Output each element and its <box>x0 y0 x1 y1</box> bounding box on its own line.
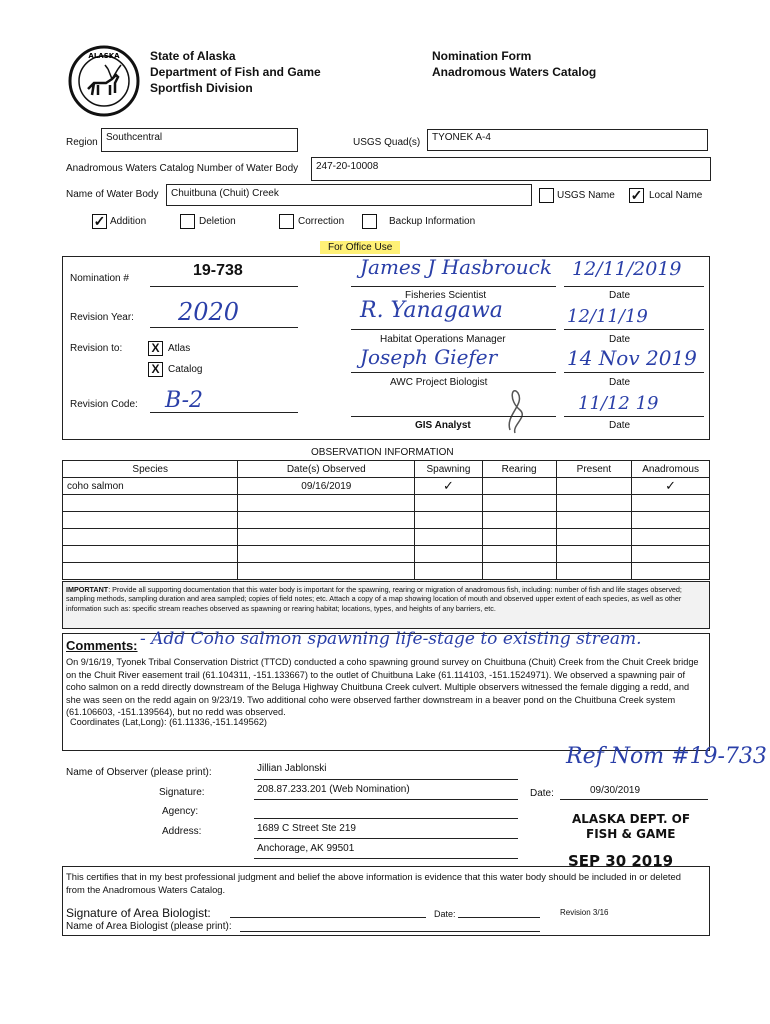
date-label-4: Date <box>609 420 631 431</box>
certification-text: This certifies that in my best professional judgment and belief the above information is evidence that this water body should be included in or deleted from the Anadromous Waters Catalog. <box>66 871 681 895</box>
region-label: Region <box>66 137 98 148</box>
revision-year-value: 2020 <box>178 298 240 326</box>
cell-dates[interactable] <box>238 529 415 546</box>
cell-spawning[interactable] <box>415 512 482 529</box>
revision-note: Revision 3/16 <box>560 908 609 917</box>
date-gis-analyst: 11/12 19 <box>578 393 659 414</box>
date-label-3: Date <box>609 377 631 388</box>
header-line-3: Sportfish Division <box>150 81 253 95</box>
stamp-date: SEP 30 2019 <box>568 852 674 870</box>
cell-rearing[interactable] <box>482 512 556 529</box>
atlas-label: Atlas <box>168 343 191 354</box>
revision-code-value: B-2 <box>165 388 204 413</box>
deletion-checkbox[interactable] <box>180 214 195 229</box>
table-row <box>63 529 710 546</box>
observer-agency-label: Agency: <box>162 806 199 817</box>
important-label: IMPORTANT <box>66 585 109 594</box>
title-awc-biologist: AWC Project Biologist <box>390 377 488 388</box>
cell-spawning[interactable] <box>415 529 482 546</box>
table-row <box>63 512 710 529</box>
received-stamp <box>572 812 690 842</box>
cell-species[interactable] <box>63 546 238 563</box>
observer-address-label: Address: <box>162 826 202 837</box>
col-anadromous: Anadromous <box>632 461 710 478</box>
header-line-2: Department of Fish and Game <box>150 65 321 79</box>
observer-date-value[interactable]: 09/30/2019 <box>590 785 641 796</box>
cell-species[interactable] <box>63 563 238 580</box>
catalog-label: Catalog <box>168 364 203 375</box>
table-row <box>63 495 710 512</box>
addition-checkbox[interactable]: ✓ <box>93 213 106 229</box>
cell-rearing[interactable] <box>482 495 556 512</box>
signature-fisheries-scientist: James J Hasbrouck <box>360 255 552 279</box>
cell-spawning[interactable] <box>415 546 482 563</box>
observer-address-line2[interactable]: Anchorage, AK 99501 <box>257 843 355 854</box>
correction-label: Correction <box>298 216 345 227</box>
cell-spawning[interactable] <box>415 563 482 580</box>
observer-address-line1[interactable]: 1689 C Street Ste 219 <box>257 823 356 834</box>
cell-species[interactable]: coho salmon <box>63 478 238 495</box>
atlas-checkbox[interactable]: X <box>148 341 163 356</box>
cell-rearing[interactable] <box>482 563 556 580</box>
cell-anadromous[interactable]: ✓ <box>632 478 710 495</box>
cell-spawning[interactable]: ✓ <box>415 478 482 495</box>
col-present: Present <box>556 461 632 478</box>
water-body-field[interactable]: Chuitbuna (Chuit) Creek <box>166 184 532 206</box>
cell-anadromous[interactable] <box>632 529 710 546</box>
usgs-quad-field[interactable]: TYONEK A-4 <box>427 129 708 151</box>
ref-nomination-note: Ref Nom #19-733 <box>566 744 767 769</box>
observation-header-row <box>63 461 710 478</box>
usgs-name-label: USGS Name <box>557 190 615 201</box>
date-label-1: Date <box>609 290 631 301</box>
date-label-2: Date <box>609 334 631 345</box>
signature-habitat-manager: R. Yanagawa <box>360 298 503 323</box>
office-use-banner: For Office Use <box>320 241 400 254</box>
comments-coordinates: Coordinates (Lat,Long): (61.11336,-151.149562) <box>70 717 267 727</box>
observer-name-label: Name of Observer (please print): <box>66 767 212 778</box>
cell-species[interactable] <box>63 495 238 512</box>
cell-present[interactable] <box>556 495 632 512</box>
col-species: Species <box>63 461 238 478</box>
signature-awc-biologist: Joseph Giefer <box>360 345 498 369</box>
cell-spawning[interactable] <box>415 495 482 512</box>
adfg-seal-icon <box>68 45 140 117</box>
revision-year-label: Revision Year: <box>70 312 134 323</box>
form-title: Nomination Form <box>432 49 532 63</box>
stamp-line-1: ALASKA DEPT. OF <box>572 812 691 826</box>
backup-label: Backup Information <box>389 216 476 227</box>
observer-date-label: Date: <box>530 788 554 799</box>
seal-text: ALASKA <box>88 52 120 60</box>
revision-code-label: Revision Code: <box>70 399 138 410</box>
col-rearing: Rearing <box>482 461 556 478</box>
water-body-label: Name of Water Body <box>66 189 159 200</box>
local-name-checkbox[interactable]: ✓ <box>630 187 643 203</box>
cell-anadromous[interactable] <box>632 546 710 563</box>
title-gis-analyst: GIS Analyst <box>415 420 471 431</box>
local-name-label: Local Name <box>649 190 703 201</box>
cell-present[interactable] <box>556 478 632 495</box>
cell-present[interactable] <box>556 563 632 580</box>
cell-dates[interactable] <box>238 495 415 512</box>
addition-label: Addition <box>110 216 147 227</box>
important-text: : Provide all supporting documentation that this water body is important for the spawning, rearing or migration of anadromous fish, including: number of fish and life stages observed; sampling methods, sampling duration and area sampled; copies of field notes; etc. Attach a copy of a map showing location of mouth and observed upper extent of each species, as well as other information such as: specific stream reaches observed as spawning or rearing habitat; locations, types, and heights of any barriers, etc. <box>66 585 682 613</box>
observer-signature-label: Signature: <box>159 787 205 798</box>
backup-checkbox[interactable] <box>362 214 377 229</box>
deletion-label: Deletion <box>199 216 236 227</box>
col-dates: Date(s) Observed <box>238 461 415 478</box>
cell-present[interactable] <box>556 512 632 529</box>
form-header <box>432 48 596 80</box>
usgs-quad-label: USGS Quad(s) <box>353 137 421 148</box>
cell-anadromous[interactable] <box>632 512 710 529</box>
gis-analyst-scribble-icon <box>500 385 530 435</box>
comments-handwritten: - Add Coho salmon spawning life-stage to existing stream. <box>140 629 642 649</box>
comments-label: Comments: <box>66 638 138 653</box>
catalog-checkbox[interactable]: X <box>148 362 163 377</box>
cell-dates[interactable] <box>238 563 415 580</box>
observation-title: OBSERVATION INFORMATION <box>311 447 454 458</box>
cell-species[interactable] <box>63 529 238 546</box>
cell-dates[interactable] <box>238 546 415 563</box>
awc-number-label: Anadromous Waters Catalog Number of Water Body <box>66 163 299 174</box>
important-note <box>62 581 710 629</box>
agency-header <box>150 48 321 96</box>
cell-rearing[interactable] <box>482 529 556 546</box>
cell-rearing[interactable] <box>482 546 556 563</box>
usgs-name-checkbox[interactable] <box>539 188 554 203</box>
observation-table <box>62 460 710 580</box>
region-field[interactable]: Southcentral <box>101 128 298 152</box>
cell-anadromous[interactable] <box>632 495 710 512</box>
nomination-number: 19-738 <box>193 262 243 279</box>
table-row <box>63 478 710 495</box>
cell-present[interactable] <box>556 546 632 563</box>
table-row <box>63 563 710 580</box>
area-biologist-signature-label: Signature of Area Biologist: <box>66 906 211 920</box>
header-line-1: State of Alaska <box>150 49 236 63</box>
cell-dates[interactable]: 09/16/2019 <box>238 478 415 495</box>
cell-present[interactable] <box>556 529 632 546</box>
form-subtitle: Anadromous Waters Catalog <box>432 65 597 79</box>
cell-species[interactable] <box>63 512 238 529</box>
correction-checkbox[interactable] <box>279 214 294 229</box>
comments-text: On 9/16/19, Tyonek Tribal Conservation District (TTCD) conducted a coho spawning ground survey on Chuitbuna (Chuit) Creek from the Chuit Creek bridge on the Chuit River easement trail (61.104311, -151.133667) to the outlet of Chuitbuna Lake (61.114103, -151.1524971). We observed a spawning pair of coho salmon on a redd directly downstream of the Beluga Highway Chuitbuna Creek culvert. Multiple observers witnessed the female digging a redd, and she was seen on the redd again on 9/23/19. Two additional coho were observed farther downstream in a beaver pond on the Chuitbuna Creek system (61.106603, -151.139564), but no redd was observed. <box>66 657 699 718</box>
table-row <box>63 546 710 563</box>
col-spawning: Spawning <box>415 461 482 478</box>
title-fisheries-scientist: Fisheries Scientist <box>405 290 487 301</box>
title-habitat-manager: Habitat Operations Manager <box>380 334 506 345</box>
date-awc-biologist: 14 Nov 2019 <box>567 346 697 370</box>
revision-to-label: Revision to: <box>70 343 123 354</box>
cell-anadromous[interactable] <box>632 563 710 580</box>
awc-number-field[interactable]: 247-20-10008 <box>311 157 711 181</box>
observer-signature-value[interactable]: 208.87.233.201 (Web Nomination) <box>257 784 410 795</box>
cell-dates[interactable] <box>238 512 415 529</box>
date-habitat-manager: 12/11/19 <box>567 306 648 327</box>
observer-name-value[interactable]: Jillian Jablonski <box>257 763 327 774</box>
stamp-line-2: FISH & GAME <box>586 827 676 841</box>
date-fisheries-scientist: 12/11/2019 <box>572 258 682 280</box>
area-biologist-name-label: Name of Area Biologist (please print): <box>66 921 232 932</box>
cell-rearing[interactable] <box>482 478 556 495</box>
nomination-label: Nomination # <box>70 273 129 284</box>
area-biologist-date-label: Date: <box>434 909 456 919</box>
